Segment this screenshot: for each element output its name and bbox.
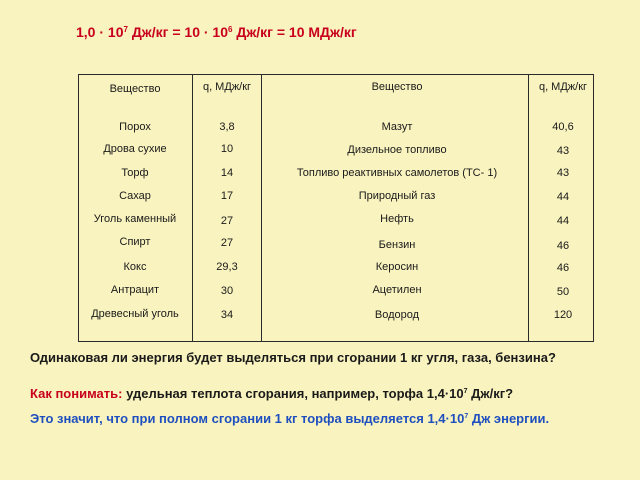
left-row-4-q: 17 — [220, 190, 234, 202]
right-row-9-name: Водород — [374, 309, 420, 321]
right-row-2-name: Дизельное топливо — [347, 144, 447, 156]
left-row-7-name: Кокс — [123, 261, 147, 273]
header-substance-right: Вещество — [371, 81, 423, 93]
right-row-3-q: 43 — [556, 167, 570, 179]
right-row-6-q: 46 — [556, 240, 570, 252]
heat-of-combustion-table — [78, 74, 594, 342]
right-row-7-q: 46 — [556, 262, 570, 274]
how-to-understand-tail: Дж/кг? — [467, 386, 514, 401]
right-row-4-q: 44 — [556, 191, 570, 203]
left-row-9-q: 34 — [220, 309, 234, 321]
left-row-9-name: Древесный уголь — [91, 308, 179, 320]
header-q-left: q, МДж/кг — [202, 81, 252, 93]
column-divider-2 — [261, 75, 262, 341]
formula-title — [76, 24, 357, 40]
meaning-line — [30, 411, 549, 426]
right-row-3-name: Топливо реактивных самолетов (ТС- 1) — [296, 167, 498, 179]
left-row-5-q: 27 — [220, 215, 234, 227]
header-substance-left: Вещество — [109, 83, 161, 95]
left-row-4-name: Сахар — [119, 190, 151, 202]
question-text: Одинаковая ли энергия будет выделяться при сгорании 1 кг угля, газа, бензина? — [30, 350, 556, 365]
left-row-2-q: 10 — [220, 143, 234, 155]
right-row-4-name: Природный газ — [358, 190, 436, 202]
how-to-understand-label: Как понимать: — [30, 386, 123, 401]
left-row-6-q: 27 — [220, 237, 234, 249]
right-row-5-q: 44 — [556, 215, 570, 227]
header-q-right: q, МДж/кг — [538, 81, 588, 93]
left-row-8-q: 30 — [220, 285, 234, 297]
left-row-5-name: Уголь каменный — [93, 213, 177, 225]
left-row-1-q: 3,8 — [219, 121, 235, 133]
meaning-exponent: 7 — [464, 413, 469, 420]
right-row-8-q: 50 — [556, 286, 570, 298]
formula-part-1: 1,0 · 10 — [76, 24, 124, 40]
left-row-3-q: 14 — [220, 167, 234, 179]
formula-part-2: Дж/кг = 10 · 10 — [127, 24, 228, 40]
how-to-understand-text: удельная теплота сгорания, например, торфа 1,4·10 — [122, 386, 464, 401]
formula-exponent-2: 6 — [228, 25, 233, 34]
left-row-2-name: Дрова сухие — [103, 143, 167, 155]
left-row-3-name: Торф — [121, 167, 149, 179]
right-row-1-name: Мазут — [381, 121, 413, 133]
how-to-understand-line — [30, 386, 513, 401]
left-row-8-name: Антрацит — [110, 284, 160, 296]
formula-part-3: Дж/кг = 10 МДж/кг — [232, 24, 357, 40]
left-row-6-name: Спирт — [119, 236, 151, 248]
right-row-6-name: Бензин — [378, 239, 416, 251]
column-divider-1 — [192, 75, 193, 341]
formula-exponent-1: 7 — [123, 25, 128, 34]
column-divider-3 — [528, 75, 529, 341]
right-row-9-q: 120 — [553, 309, 573, 321]
left-row-7-q: 29,3 — [216, 261, 238, 273]
right-row-7-name: Керосин — [375, 261, 419, 273]
right-row-2-q: 43 — [556, 145, 570, 157]
right-row-8-name: Ацетилен — [372, 284, 422, 296]
right-row-5-name: Нефть — [380, 213, 414, 225]
left-row-1-name: Порох — [119, 121, 151, 133]
how-to-understand-exponent: 7 — [463, 388, 468, 395]
meaning-text: Это значит, что при полном сгорании 1 кг торфа выделяется 1,4·10 — [30, 411, 465, 426]
right-row-1-q: 40,6 — [552, 121, 574, 133]
meaning-tail: Дж энергии. — [468, 411, 550, 426]
